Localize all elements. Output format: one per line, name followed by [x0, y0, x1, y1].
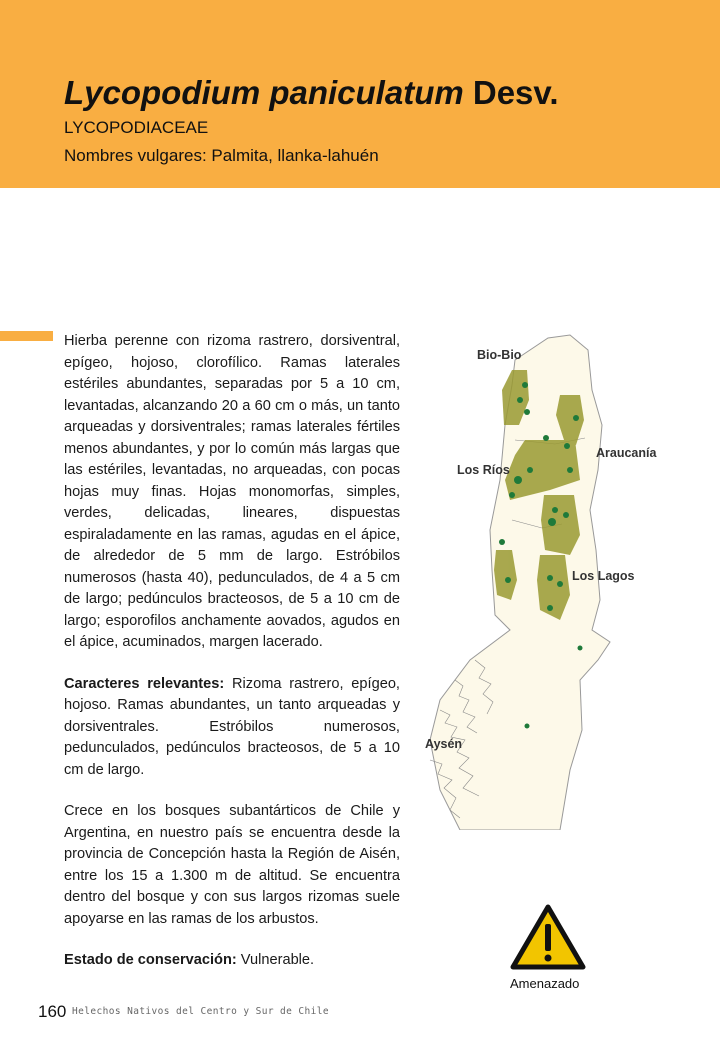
relevant-characters [64, 674, 400, 782]
relevant-text: Rizoma rastrero, epígeo, hojoso. Ramas abundantes, un tanto arqueadas y dorsiventrales. Estróbilos numerosos, pedunculados, pedúnculos bracteosos, de 5 a 10 cm de largo. [64, 675, 400, 778]
page-number: 160 [38, 1002, 67, 1021]
description: Hierba perenne con rizoma rastrero, dorsiventral, epígeo, hojoso, clorofílico. Ramas laterales estériles abundantes, separadas por 5 a 10 cm, levantadas, alcanzando 20 a 60 cm o más, un tanto arqueadas y dorsiventrales; ramas laterales fértiles menos abundantes, y por lo común más largas que las estériles, levantadas, no arqueadas, con pocas hojas muy finas. Hojas monomorfas, simples, verdes, delicadas, lineares, dispuestas espiraladamente en las ramas, agudas en el ápice, de alrededor de 5 mm de largo. Estróbilos numerosos (hasta 40), pedunculados, de 4 a 5 cm de largo; pedúnculos bracteosos, de 5 a 10 cm de largo; esporofilos anchamente aovados, agudos en el ápice, acuminados, margen lacerado. [64, 333, 400, 650]
species-header [0, 0, 720, 188]
map-label-los-lagos: Los Lagos [572, 569, 635, 583]
family-name: LYCOPODIACEAE [64, 118, 209, 137]
distribution-map [420, 330, 680, 830]
map-label-los-rios: Los Ríos [457, 463, 510, 477]
relevant-label: Caracteres relevantes: [64, 675, 225, 692]
threat-status-label: Amenazado [510, 976, 580, 991]
distribution: Crece en los bosques subantárticos de Chile y Argentina, en nuestro país se encuentra desde la provincia de Concepción hasta la Región de Aisén, entre los 15 a 1.300 m de altitud. Se encuentra dentro del bosque y con sus largos rizomas suele apoyarse en las ramas de los arbustos. [64, 803, 400, 927]
map-label-aysen: Aysén [425, 737, 463, 751]
common-names: Nombres vulgares: Palmita, llanka-lahuén [64, 146, 379, 165]
species-text [64, 331, 400, 972]
species-title [64, 74, 559, 112]
conservation-value: Vulnerable. [236, 952, 315, 968]
map-label-araucania: Araucanía [596, 446, 657, 460]
book-title: Helechos Nativos del Centro y Sur de Chile [72, 1006, 330, 1017]
threat-warning-icon [510, 904, 586, 975]
map-graphic [420, 330, 680, 830]
species-author: Desv. [472, 74, 559, 111]
conservation-label: Estado de conservación: [64, 952, 237, 968]
species-name: Lycopodium paniculatum [64, 74, 464, 111]
map-label-bio-bio: Bio-Bio [477, 348, 522, 362]
accent-bar [0, 331, 53, 341]
conservation-status [64, 950, 400, 972]
